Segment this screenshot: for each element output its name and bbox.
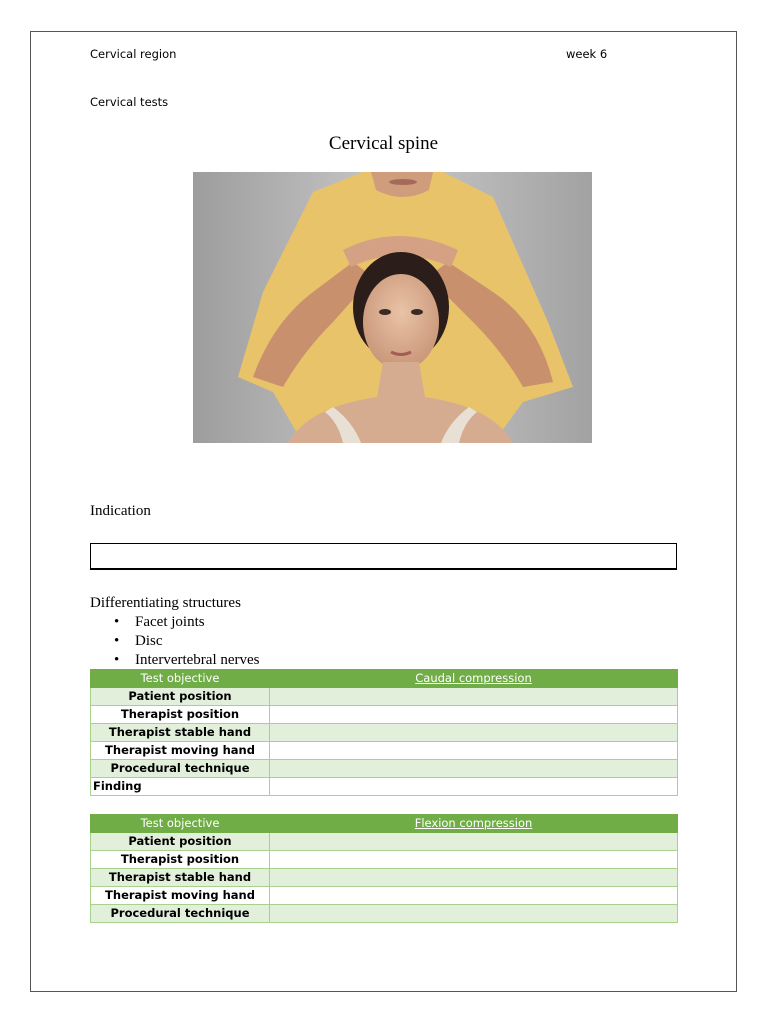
table-row bbox=[91, 887, 678, 905]
header-label: Test objective bbox=[91, 815, 270, 833]
row-label: Finding bbox=[91, 778, 270, 796]
table-row bbox=[91, 833, 678, 851]
row-label: Therapist stable hand bbox=[91, 724, 270, 742]
header-value: Caudal compression bbox=[270, 670, 678, 688]
caudal-compression-table bbox=[90, 669, 678, 796]
row-value[interactable] bbox=[270, 905, 678, 923]
row-value[interactable] bbox=[270, 724, 678, 742]
row-value[interactable] bbox=[270, 688, 678, 706]
row-value[interactable] bbox=[270, 833, 678, 851]
row-label: Patient position bbox=[91, 688, 270, 706]
differentiating-label: Differentiating structures bbox=[90, 595, 241, 611]
indication-label: Indication bbox=[90, 503, 151, 519]
row-label: Therapist stable hand bbox=[91, 869, 270, 887]
row-value[interactable] bbox=[270, 869, 678, 887]
indication-box bbox=[90, 543, 677, 570]
row-label: Procedural technique bbox=[91, 905, 270, 923]
document-page bbox=[30, 31, 737, 992]
list-item: • Disc bbox=[90, 632, 260, 651]
row-value[interactable] bbox=[270, 706, 678, 724]
table-row bbox=[91, 869, 678, 887]
subheading: Cervical tests bbox=[90, 95, 169, 109]
table-header-row bbox=[91, 670, 678, 688]
row-label: Therapist moving hand bbox=[91, 887, 270, 905]
row-label: Patient position bbox=[91, 833, 270, 851]
row-value[interactable] bbox=[270, 887, 678, 905]
row-value[interactable] bbox=[270, 851, 678, 869]
table-row bbox=[91, 706, 678, 724]
row-value[interactable] bbox=[270, 760, 678, 778]
row-label: Therapist position bbox=[91, 706, 270, 724]
flexion-compression-table bbox=[90, 814, 678, 923]
row-label: Therapist moving hand bbox=[91, 742, 270, 760]
table-row bbox=[91, 724, 678, 742]
table-header-row bbox=[91, 815, 678, 833]
test-photo bbox=[193, 172, 592, 443]
table-row bbox=[91, 905, 678, 923]
row-label: Therapist position bbox=[91, 851, 270, 869]
page-title: Cervical spine bbox=[328, 133, 439, 154]
table-row bbox=[91, 760, 678, 778]
header-right: week 6 bbox=[566, 47, 608, 61]
header-value: Flexion compression bbox=[270, 815, 678, 833]
row-value[interactable] bbox=[270, 742, 678, 760]
header-left: Cervical region bbox=[90, 47, 177, 61]
row-value[interactable] bbox=[270, 778, 678, 796]
row-label: Procedural technique bbox=[91, 760, 270, 778]
list-item: • Facet joints bbox=[90, 613, 260, 632]
table-row bbox=[91, 778, 678, 796]
table-row bbox=[91, 742, 678, 760]
table-row bbox=[91, 851, 678, 869]
header-label: Test objective bbox=[91, 670, 270, 688]
structures-list bbox=[90, 613, 260, 670]
table-row bbox=[91, 688, 678, 706]
list-item: • Intervertebral nerves bbox=[90, 651, 260, 670]
